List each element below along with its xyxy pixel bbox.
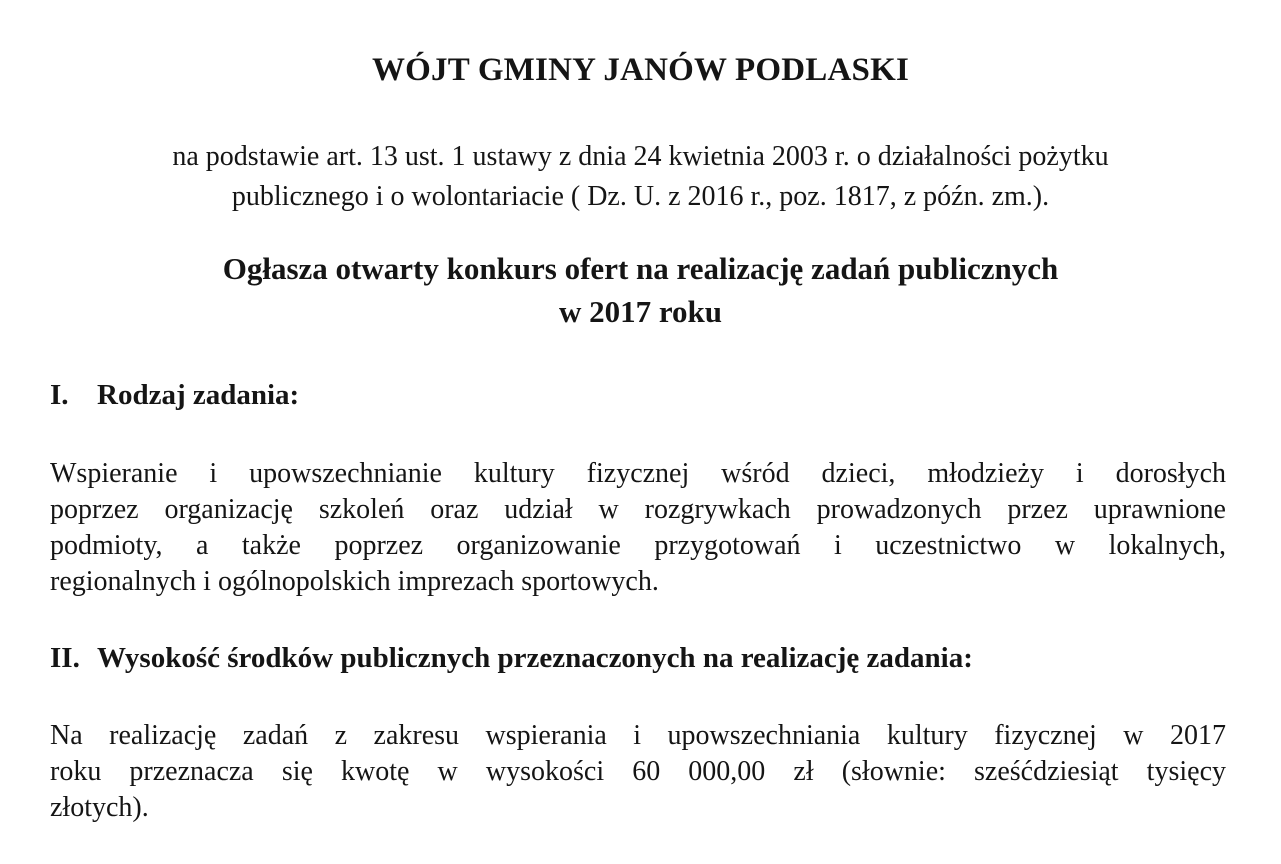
section-2-number: II. [50, 642, 80, 674]
section-1-title: Rodzaj zadania: [97, 379, 300, 411]
legal-basis-line: publicznego i o wolontariacie ( Dz. U. z 2016 r., poz. 1817, z późn. zm.). [231, 181, 1050, 212]
section-1-line: regionalnych i ogólnopolskich imprezach sportowych. [50, 566, 659, 597]
section-1-heading [50, 377, 299, 413]
section-2-line: roku przeznacza się kwotę w wysokości 60 000,00 zł (słownie: sześćdziesiąt tysięcy [50, 756, 1226, 787]
section-2-heading [50, 640, 973, 676]
section-1-line: poprzez organizację szkoleń oraz udział w rozgrywkach prowadzonych przez uprawnione [50, 494, 1226, 525]
section-1-line: podmioty, a także poprzez organizowanie przygotowań i uczestnictwo w lokalnych, [50, 530, 1226, 561]
section-2-title: Wysokość środków publicznych przeznaczonych na realizację zadania: [97, 642, 973, 674]
announcement-line: Ogłasza otwarty konkurs ofert na realizację zadań publicznych [222, 251, 1059, 286]
section-1-body [50, 456, 1226, 600]
legal-basis-line: na podstawie art. 13 ust. 1 ustawy z dnia 24 kwietnia 2003 r. o działalności pożytku [172, 141, 1109, 172]
section-2-line: złotych). [50, 792, 149, 823]
announcement-line: w 2017 roku [558, 294, 723, 329]
section-2-body [50, 718, 1226, 826]
section-2-line: Na realizację zadań z zakresu wspierania i upowszechniania kultury fizycznej w 2017 [50, 720, 1226, 751]
announcement-heading [0, 247, 1281, 333]
legal-basis [60, 137, 1221, 217]
document-title: WÓJT GMINY JANÓW PODLASKI [371, 52, 910, 88]
section-1-line: Wspieranie i upowszechnianie kultury fizycznej wśród dzieci, młodzieży i dorosłych [50, 458, 1226, 489]
section-1-number: I. [50, 379, 69, 411]
